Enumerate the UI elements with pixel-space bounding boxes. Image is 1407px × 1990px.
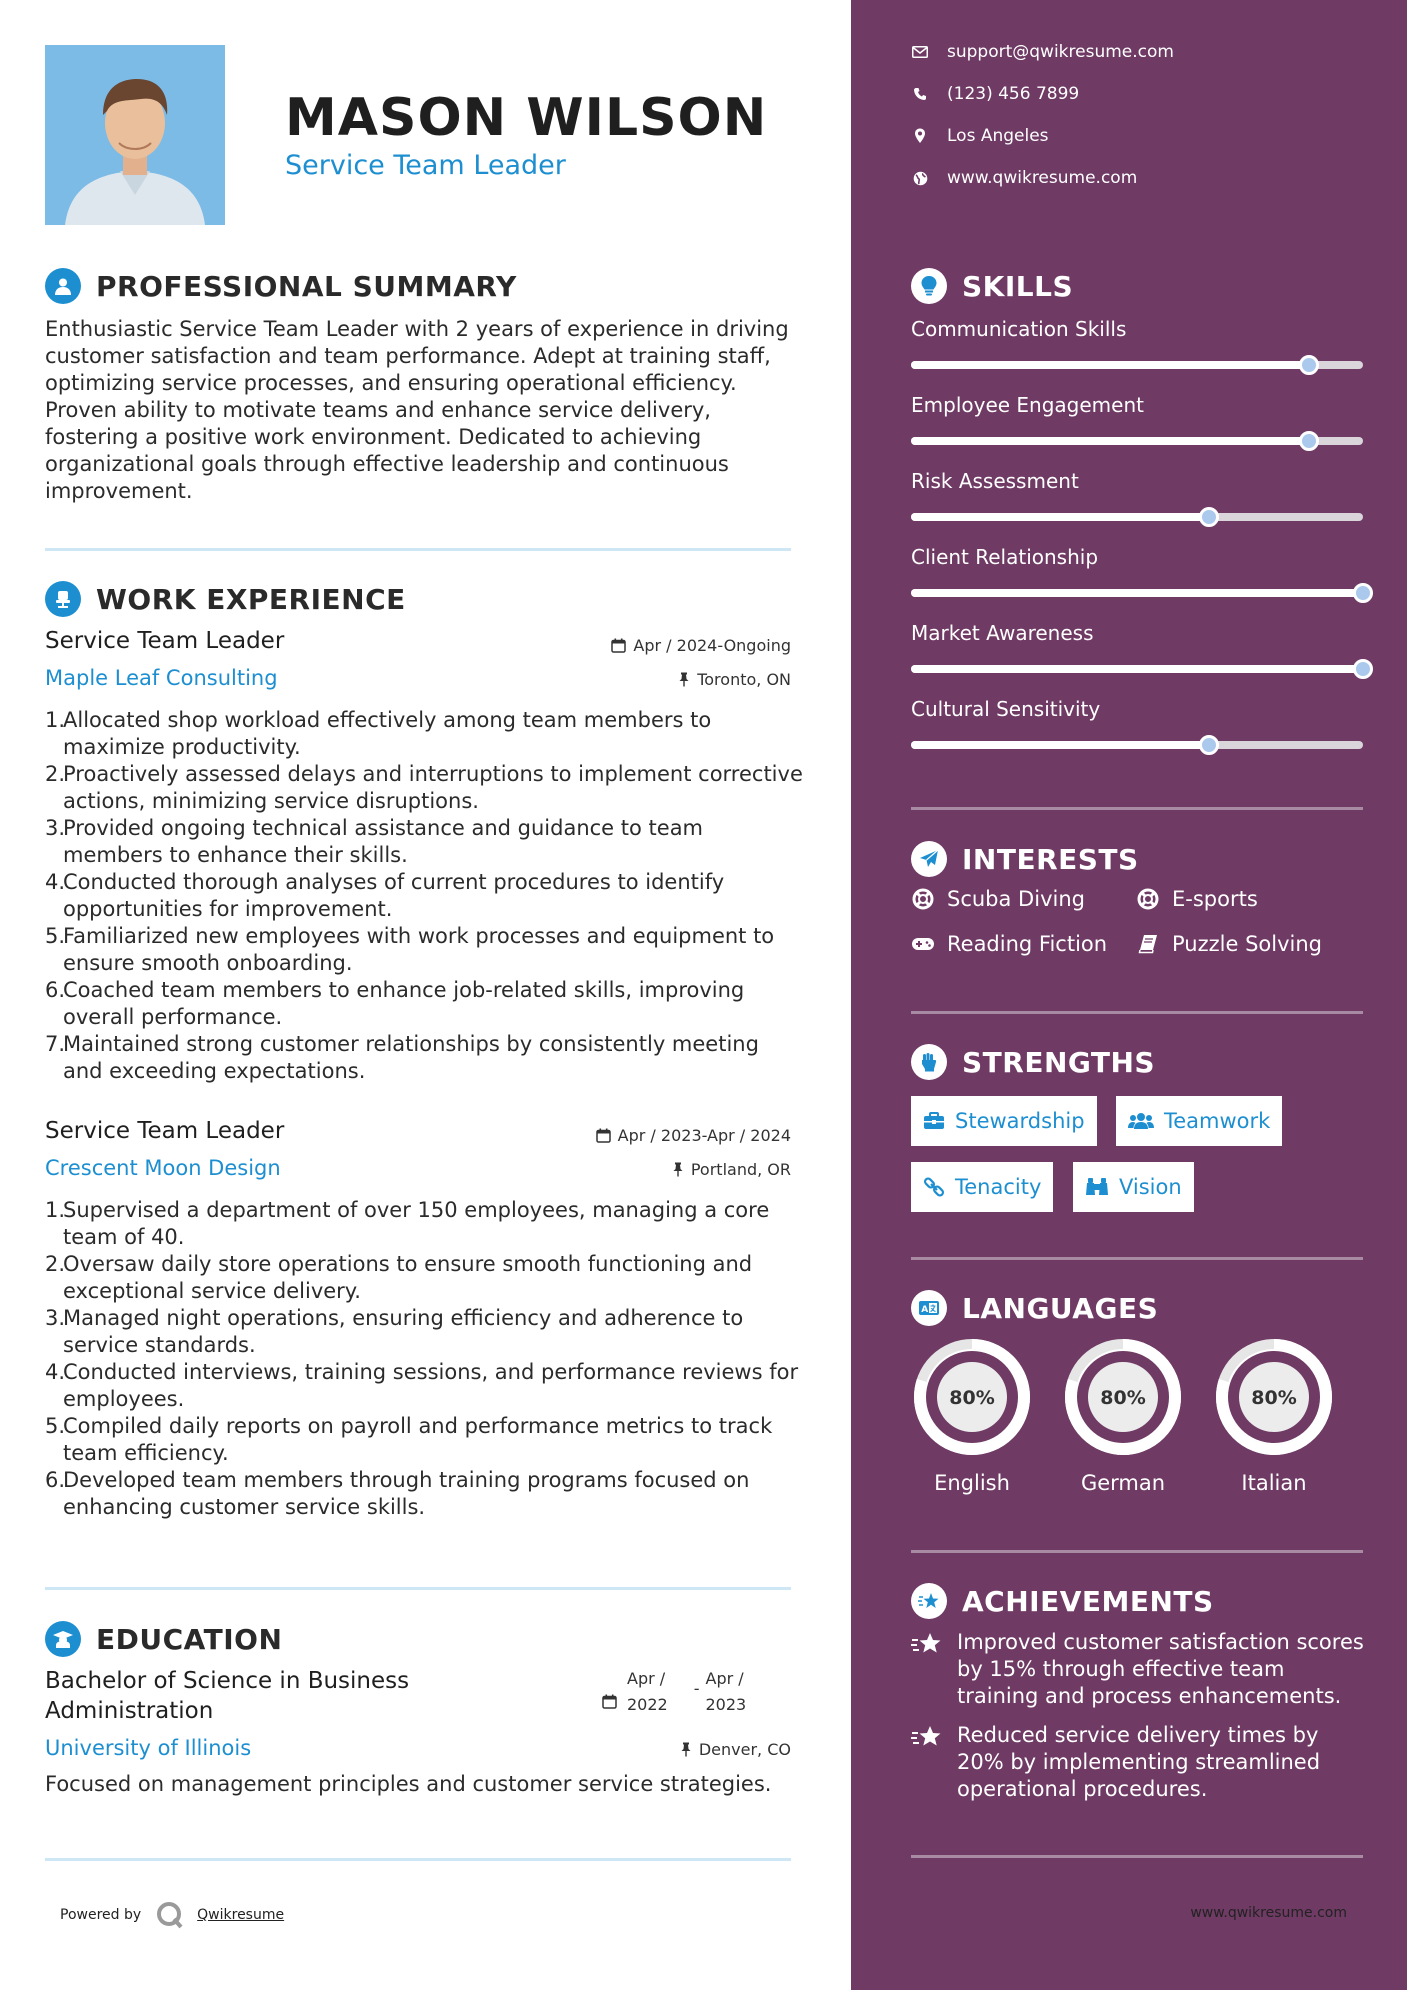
- company-name[interactable]: Maple Leaf Consulting: [45, 666, 278, 690]
- book-icon: [1136, 934, 1160, 954]
- interest-item: Scuba Diving: [911, 887, 1085, 911]
- skill-bar: [911, 665, 1363, 673]
- map-pin-icon: [911, 128, 929, 144]
- fist-icon: [911, 1044, 947, 1080]
- job-dates-text: Apr / 2023-Apr / 2024: [617, 1126, 791, 1145]
- section-divider: [911, 1257, 1363, 1260]
- section-divider: [911, 1011, 1363, 1014]
- svg-text:A: A: [921, 1305, 929, 1315]
- achievements-heading: [911, 1583, 1214, 1619]
- users-icon: [1128, 1112, 1154, 1130]
- summary-heading: [45, 268, 517, 304]
- section-divider: [45, 1858, 791, 1861]
- list-item: 7. Maintained strong customer relationships by consistently meeting and exceeding expectations.: [45, 1032, 759, 1083]
- skills-heading: [911, 268, 1073, 304]
- skill-bar-knob: [1353, 659, 1373, 679]
- skill-bar-fill: [911, 741, 1209, 749]
- education-title: EDUCATION: [96, 1622, 283, 1656]
- list-item: 3. Managed night operations, ensuring efficiency and adherence to service standards.: [45, 1306, 744, 1357]
- pin-icon: [680, 1742, 692, 1757]
- skill-bar: [911, 361, 1363, 369]
- interest-item: E-sports: [1136, 887, 1258, 911]
- job-dates: [611, 636, 791, 655]
- list-item: 1. Allocated shop workload effectively among team members to maximize productivity.: [45, 708, 712, 759]
- job-dates: [596, 1126, 791, 1145]
- section-divider: [911, 807, 1363, 810]
- education-description: Focused on management principles and customer service strategies.: [45, 1772, 772, 1796]
- footer-branding: [60, 1900, 284, 1930]
- contact-website[interactable]: www.qwikresume.com: [911, 168, 1137, 188]
- skill-bar: [911, 741, 1363, 749]
- lightbulb-icon: [911, 268, 947, 304]
- candidate-role: Service Team Leader: [285, 150, 566, 181]
- calendar-icon: [611, 638, 626, 653]
- skill-label: Client Relationship: [911, 545, 1099, 569]
- binoculars-icon: [1085, 1177, 1109, 1197]
- powered-by-label: Powered by: [60, 1907, 142, 1923]
- strength-tag: Tenacity: [911, 1162, 1053, 1212]
- job-title: Service Team Leader: [45, 628, 285, 654]
- education-heading: [45, 1621, 282, 1657]
- interest-item: Puzzle Solving: [1136, 932, 1322, 956]
- list-item: 2. Proactively assessed delays and interruptions to implement corrective actions, minimizing service disruptions.: [45, 762, 803, 813]
- qwikresume-link[interactable]: Qwikresume: [197, 1907, 285, 1923]
- company-name[interactable]: Crescent Moon Design: [45, 1156, 281, 1180]
- job-location-text: Portland, OR: [690, 1160, 791, 1179]
- languages-heading: [911, 1290, 1158, 1326]
- language-name: German: [1080, 1471, 1166, 1495]
- list-item: 4. Conducted thorough analyses of current procedures to identify opportunities for improvement.: [45, 870, 725, 921]
- section-divider: [911, 1550, 1363, 1553]
- list-item: 3. Provided ongoing technical assistance and guidance to team members to enhance their skills.: [45, 816, 704, 867]
- skills-title: SKILLS: [962, 269, 1074, 303]
- interests-heading: [911, 841, 1139, 877]
- skill-label: Employee Engagement: [911, 393, 1144, 417]
- language-name: Italian: [1241, 1471, 1307, 1495]
- experience-title: WORK EXPERIENCE: [96, 582, 406, 616]
- calendar-icon: [602, 1694, 617, 1709]
- link-icon: [923, 1176, 945, 1198]
- date-dash: -: [693, 1679, 700, 1698]
- skill-label: Cultural Sensitivity: [911, 697, 1101, 721]
- language-percent: 80%: [1251, 1387, 1297, 1409]
- language-ring: [910, 1335, 1034, 1459]
- skill-bar: [911, 589, 1363, 597]
- achievement-item: Improved customer satisfaction scores by 15% through effective team training and process enhancements.: [911, 1629, 1371, 1710]
- list-item: 2. Oversaw daily store operations to ensure smooth functioning and exceptional service delivery.: [45, 1252, 753, 1303]
- skill-label: Market Awareness: [911, 621, 1094, 645]
- language-name: English: [934, 1471, 1010, 1495]
- list-item: 1. Supervised a department of over 150 employees, managing a core team of 40.: [45, 1198, 770, 1249]
- languages-title: LANGUAGES: [962, 1291, 1159, 1325]
- summary-title: PROFESSIONAL SUMMARY: [96, 269, 517, 303]
- interest-item: Reading Fiction: [911, 932, 1107, 956]
- language-ring: [1212, 1335, 1336, 1459]
- section-divider: [45, 548, 791, 551]
- contact-location: Los Angeles: [911, 126, 1049, 146]
- job-dates-text: Apr / 2024-Ongoing: [633, 636, 791, 655]
- qwikresume-logo-icon: [155, 1900, 185, 1930]
- strengths-title: STRENGTHS: [962, 1045, 1156, 1079]
- star-icon: [911, 1722, 943, 1803]
- profile-photo: [45, 45, 225, 225]
- section-divider: [45, 1587, 791, 1590]
- education-location: [680, 1740, 791, 1759]
- phone-icon: [911, 87, 929, 101]
- star-icon: [911, 1629, 943, 1710]
- lifebuoy-icon: [911, 888, 935, 910]
- skill-bar-knob: [1299, 355, 1319, 375]
- strength-tag: Stewardship: [911, 1096, 1097, 1146]
- skill-bar-fill: [911, 437, 1309, 445]
- list-item: 5. Compiled daily reports on payroll and performance metrics to track team efficiency.: [45, 1414, 773, 1465]
- skill-bar-knob: [1299, 431, 1319, 451]
- degree-name: Bachelor of Science in Business Administration: [45, 1668, 410, 1724]
- skill-bar-knob: [1199, 735, 1219, 755]
- job-location: [678, 670, 791, 689]
- paper-plane-icon: [911, 841, 947, 877]
- pin-icon: [672, 1162, 684, 1177]
- list-item: 6. Coached team members to enhance job-related skills, improving overall performance.: [45, 978, 745, 1029]
- skill-bar-fill: [911, 361, 1309, 369]
- list-item: 5. Familiarized new employees with work processes and equipment to ensure smooth onboarding.: [45, 924, 775, 975]
- skill-bar-fill: [911, 513, 1209, 521]
- list-item: 6. Developed team members through training programs focused on enhancing customer service skills.: [45, 1468, 750, 1519]
- briefcase-icon: [923, 1112, 945, 1130]
- footer-website[interactable]: www.qwikresume.com: [1190, 1905, 1347, 1921]
- education-start: Apr / 2022: [627, 1669, 668, 1714]
- briefcase-chair-icon: [45, 581, 81, 617]
- skill-bar-fill: [911, 665, 1363, 673]
- achievement-item: Reduced service delivery times by 20% by implementing streamlined operational procedures.: [911, 1722, 1371, 1803]
- job-location: [672, 1160, 791, 1179]
- pin-icon: [678, 672, 690, 687]
- language-ring: [1061, 1335, 1185, 1459]
- strengths-heading: [911, 1044, 1155, 1080]
- sidebar: [851, 0, 1407, 1990]
- job-title: Service Team Leader: [45, 1118, 285, 1144]
- job-bullets: [45, 707, 805, 1085]
- education-end: Apr / 2023: [705, 1669, 747, 1714]
- skill-label: Communication Skills: [911, 317, 1127, 341]
- user-icon: [45, 268, 81, 304]
- calendar-icon: [596, 1128, 611, 1143]
- lifebuoy-icon: [1136, 888, 1160, 910]
- list-item: 4. Conducted interviews, training sessions, and performance reviews for employees.: [45, 1360, 799, 1411]
- skill-bar-fill: [911, 589, 1363, 597]
- star-badge-icon: [911, 1583, 947, 1619]
- candidate-name: MASON WILSON: [285, 88, 768, 148]
- education-dates: [602, 1666, 746, 1718]
- job-location-text: Toronto, ON: [697, 670, 791, 689]
- job-bullets: [45, 1197, 805, 1521]
- skill-bar: [911, 437, 1363, 445]
- skill-bar-knob: [1199, 507, 1219, 527]
- language-percent: 80%: [1100, 1387, 1146, 1409]
- school-name[interactable]: University of Illinois: [45, 1736, 252, 1760]
- language-item: [1212, 1335, 1336, 1495]
- language-item: [910, 1335, 1034, 1495]
- skill-label: Risk Assessment: [911, 469, 1079, 493]
- skill-bar: [911, 513, 1363, 521]
- gamepad-icon: [911, 936, 935, 952]
- strength-tag: Vision: [1073, 1162, 1194, 1212]
- language-percent: 80%: [949, 1387, 995, 1409]
- summary-text: Enthusiastic Service Team Leader with 2 years of experience in driving customer satisfaction and team performance. Adept at training staff, optimizing service processes, and ensuring operational efficiency. Proven ability to motivate teams and enhance service delivery, fostering a positive work environment. Dedicated to achieving organizational goals through effective leadership and continuous improvement.: [45, 317, 789, 503]
- skill-bar-knob: [1353, 583, 1373, 603]
- strength-tag: Teamwork: [1116, 1096, 1282, 1146]
- language-item: [1061, 1335, 1185, 1495]
- contact-phone[interactable]: (123) 456 7899: [911, 84, 1079, 104]
- interests-title: INTERESTS: [962, 842, 1139, 876]
- translate-icon: [911, 1290, 947, 1326]
- contact-email[interactable]: support@qwikresume.com: [911, 42, 1174, 62]
- achievements-title: ACHIEVEMENTS: [962, 1584, 1214, 1618]
- envelope-icon: [911, 46, 929, 58]
- globe-icon: [911, 171, 929, 186]
- graduation-icon: [45, 1621, 81, 1657]
- section-divider: [911, 1855, 1363, 1858]
- education-location-text: Denver, CO: [698, 1740, 791, 1759]
- experience-heading: [45, 581, 406, 617]
